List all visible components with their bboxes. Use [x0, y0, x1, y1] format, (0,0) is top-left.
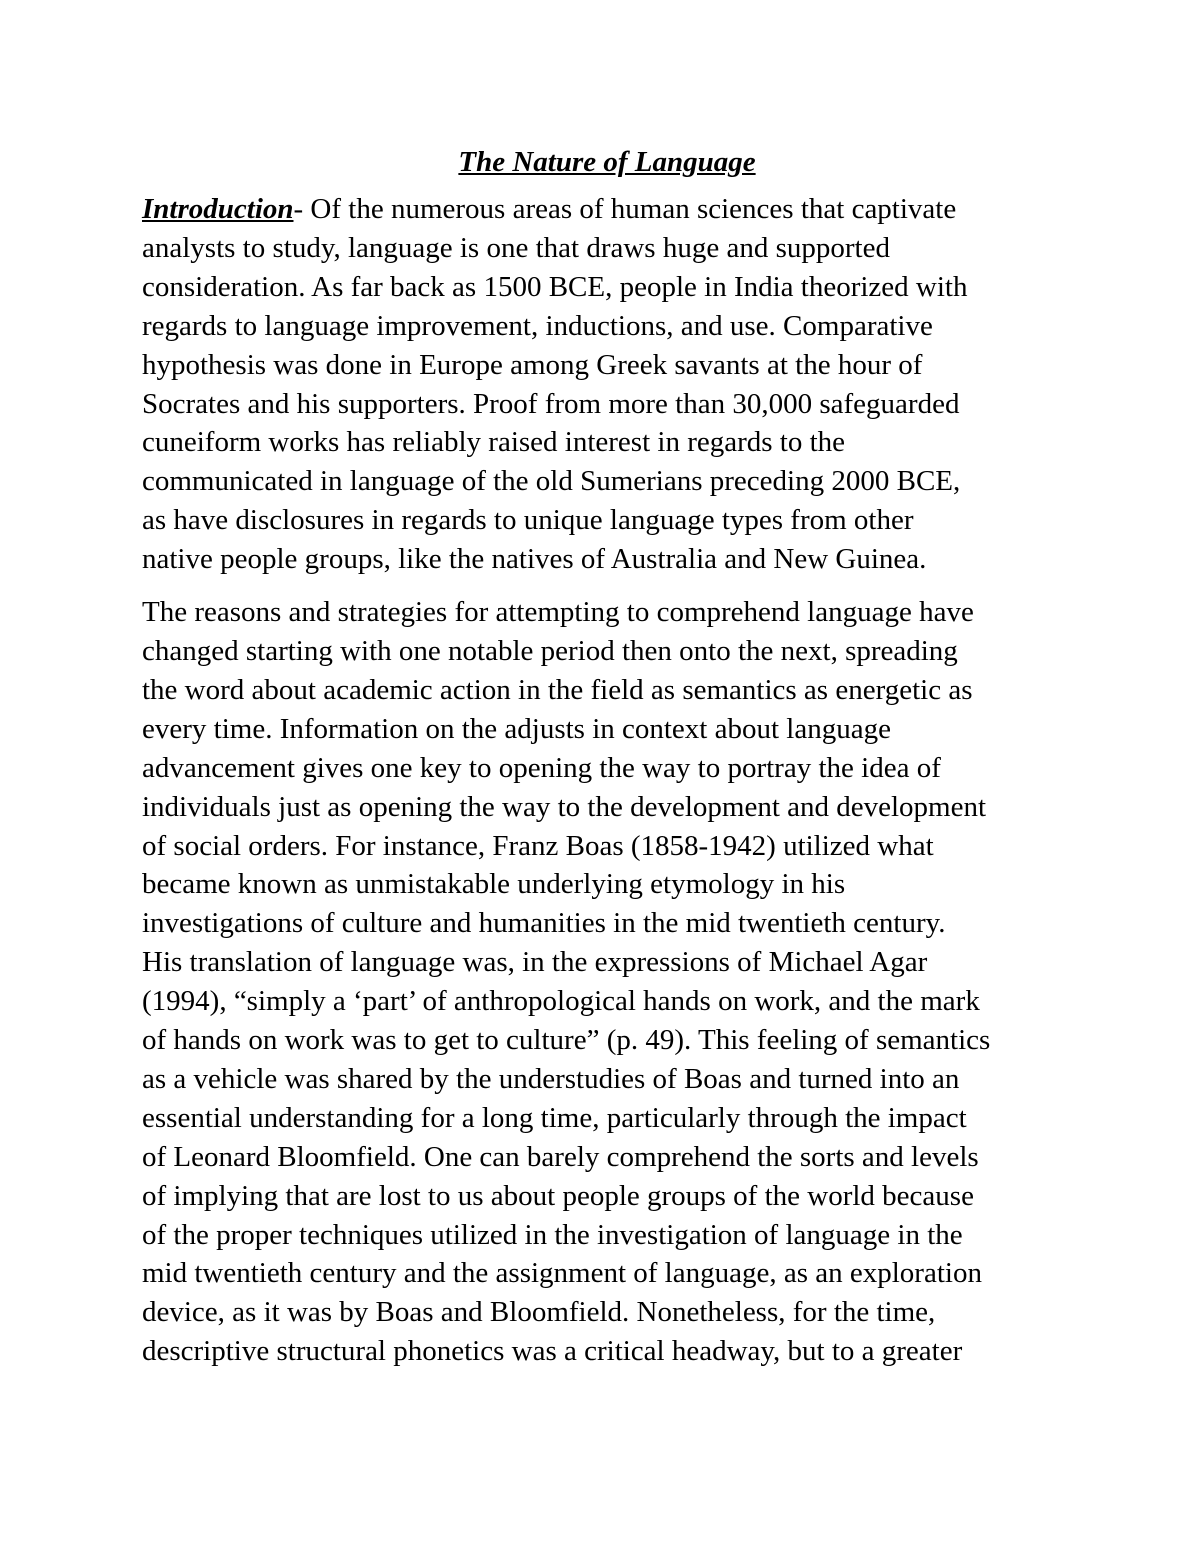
paragraph-line: His translation of language was, in the expressions of Michael Agar — [142, 946, 928, 979]
paragraph-line: of implying that are lost to us about people groups of the world because — [142, 1179, 974, 1212]
paragraph-line: as have disclosures in regards to unique language types from other — [142, 504, 914, 537]
paragraph-line: advancement gives one key to opening the way to portray the idea of — [142, 751, 941, 784]
paragraph-line: mid twentieth century and the assignment of language, as an exploration — [142, 1257, 982, 1290]
paragraph-line: of hands on work was to get to culture” (p. 49). This feeling of semantics — [142, 1024, 991, 1057]
paragraph-line: of social orders. For instance, Franz Boas (1858-1942) utilized what — [142, 829, 934, 862]
paragraph-introduction — [142, 190, 1072, 579]
document-body — [142, 138, 1072, 1371]
paragraph-line: Socrates and his supporters. Proof from more than 30,000 safeguarded — [142, 387, 960, 420]
paragraph-line: device, as it was by Boas and Bloomfield. Nonetheless, for the time, — [142, 1296, 936, 1329]
paragraph-line: cuneiform works has reliably raised interest in regards to the — [142, 426, 846, 459]
paragraph-line: essential understanding for a long time, particularly through the impact — [142, 1101, 967, 1134]
paragraph-line: of the proper techniques utilized in the investigation of language in the — [142, 1218, 963, 1251]
paragraph-line: regards to language improvement, inductions, and use. Comparative — [142, 309, 933, 342]
paragraph-line: analysts to study, language is one that draws huge and supported — [142, 231, 890, 264]
paragraph-two — [142, 593, 1072, 1371]
paragraph-line: the word about academic action in the field as semantics as energetic as — [142, 673, 973, 706]
paragraph-line: native people groups, like the natives of Australia and New Guinea. — [142, 543, 927, 576]
paragraph-line: as a vehicle was shared by the understudies of Boas and turned into an — [142, 1062, 960, 1095]
paragraph-line: changed starting with one notable period then onto the next, spreading — [142, 634, 958, 667]
paragraph-line: consideration. As far back as 1500 BCE, people in India theorized with — [142, 270, 968, 303]
paragraph-line: (1994), “simply a ‘part’ of anthropological hands on work, and the mark — [142, 985, 980, 1018]
paragraph-line: investigations of culture and humanities in the mid twentieth century. — [142, 907, 946, 940]
paragraph-line — [142, 190, 1072, 229]
introduction-heading: Introduction — [142, 193, 294, 225]
paragraph-line: hypothesis was done in Europe among Greek savants at the hour of — [142, 348, 923, 381]
paragraph-line: every time. Information on the adjusts in context about language — [142, 712, 891, 745]
paragraph-line: became known as unmistakable underlying etymology in his — [142, 868, 846, 901]
paragraph-line: of Leonard Bloomfield. One can barely comprehend the sorts and levels — [142, 1140, 979, 1173]
page-title: The Nature of Language — [458, 146, 756, 178]
paragraph-line: The reasons and strategies for attempting to comprehend language have — [142, 596, 974, 629]
paragraph-line-text: Of the numerous areas of human sciences that captivate — [310, 193, 957, 225]
paragraph-line: communicated in language of the old Sumerians preceding 2000 BCE, — [142, 465, 961, 498]
introduction-dash: - — [293, 193, 311, 225]
paragraph-line: descriptive structural phonetics was a critical headway, but to a greater — [142, 1335, 963, 1368]
paragraph-line: individuals just as opening the way to the development and development — [142, 790, 987, 823]
